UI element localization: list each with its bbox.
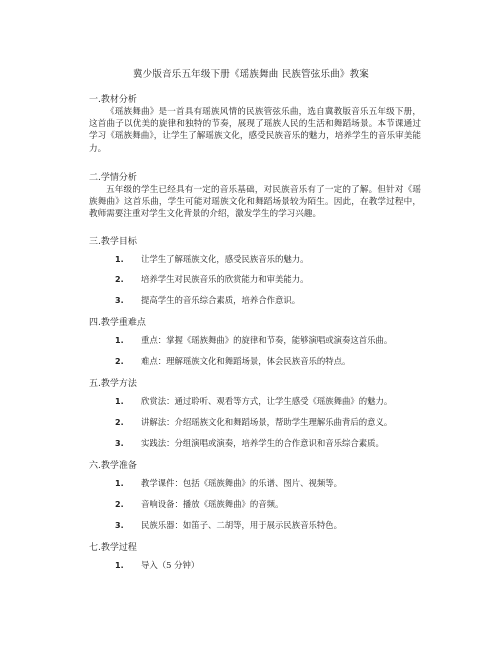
list-item	[115, 559, 199, 571]
list-item	[115, 273, 309, 285]
list-item-text: 欣赏法：通过聆听、观看等方式，让学生感受《瑶族舞曲》的魅力。	[141, 396, 393, 406]
section-heading-teaching-goals: 三.教学目标	[89, 237, 137, 247]
section-paragraph-student-analysis: 五年级的学生已经具有一定的音乐基础，对民族音乐有了一定的了解。但针对《瑶族舞曲》这首乐曲，学生可能对瑶族文化和舞蹈场景较为陌生。因此，在教学过程中，教师需要注重对学生文化背景的介绍，激发学生的学习兴趣。	[89, 185, 421, 220]
list-item	[115, 416, 392, 428]
list-item	[115, 519, 342, 531]
list-item-text: 实践法：分组演唱或演奏，培养学生的合作意识和音乐综合素质。	[141, 438, 384, 448]
section-heading-teaching-methods: 五.教学方法	[89, 379, 137, 389]
list-item	[115, 355, 350, 367]
list-item-text: 讲解法：介绍瑶族文化和舞蹈场景，帮助学生理解乐曲背后的意义。	[141, 417, 393, 427]
list-item-number: 1.	[115, 397, 124, 406]
list-item-text: 难点：理解瑶族文化和舞蹈场景，体会民族音乐的特点。	[141, 356, 351, 366]
list-item-number: 3.	[115, 521, 124, 530]
list-item-number: 1.	[115, 479, 124, 488]
list-item-number: 1.	[115, 561, 124, 570]
list-item-number: 3.	[115, 296, 124, 305]
list-item	[115, 498, 283, 510]
list-item-text: 教学课件：包括《瑶族舞曲》的乐谱、图片、视频等。	[141, 478, 342, 488]
list-item-text: 导入（5 分钟）	[141, 560, 200, 570]
list-item-text: 音响设备：播放《瑶族舞曲》的音频。	[141, 499, 284, 509]
list-item-text: 提高学生的音乐综合素质，培养合作意识。	[141, 295, 301, 305]
list-item-number: 1.	[115, 255, 124, 264]
list-item	[115, 437, 384, 449]
list-item-text: 重点：掌握《瑶族舞曲》的旋律和节奏，能够演唱或演奏这首乐曲。	[141, 335, 393, 345]
list-item	[115, 294, 300, 306]
list-item-number: 3.	[115, 439, 124, 448]
section-paragraph-textbook-analysis: 《瑶族舞曲》是一首具有瑶族风情的民族管弦乐曲，选自冀教版音乐五年级下册，这首曲子以优美的旋律和独特的节奏，展现了瑶族人民的生活和舞蹈场景。本节课通过学习《瑶族舞曲》，让学生了解瑶族文化，感受民族音乐的魅力，培养学生的音乐审美能力。	[89, 107, 421, 154]
list-item	[115, 395, 392, 407]
list-item-text: 让学生了解瑶族文化，感受民族音乐的魅力。	[141, 254, 309, 264]
list-item	[115, 253, 309, 265]
section-heading-teaching-preparation: 六.教学准备	[89, 461, 137, 471]
section-heading-textbook-analysis: 一.教材分析	[89, 95, 137, 105]
list-item	[115, 334, 392, 346]
list-item-number: 2.	[115, 500, 124, 509]
list-item-number: 2.	[115, 418, 124, 427]
list-item-number: 1.	[115, 336, 124, 345]
section-heading-key-points: 四.教学重难点	[89, 318, 146, 328]
list-item	[115, 477, 342, 489]
list-item-number: 2.	[115, 357, 124, 366]
document-title: 冀少版音乐五年级下册《瑶族舞曲 民族管弦乐曲》教案	[132, 69, 370, 80]
section-heading-student-analysis: 二.学情分析	[89, 173, 137, 183]
section-heading-teaching-process: 七.教学过程	[89, 543, 137, 553]
list-item-number: 2.	[115, 275, 124, 284]
list-item-text: 民族乐器：如笛子、二胡等，用于展示民族音乐特色。	[141, 520, 342, 530]
list-item-text: 培养学生对民族音乐的欣赏能力和审美能力。	[141, 274, 309, 284]
